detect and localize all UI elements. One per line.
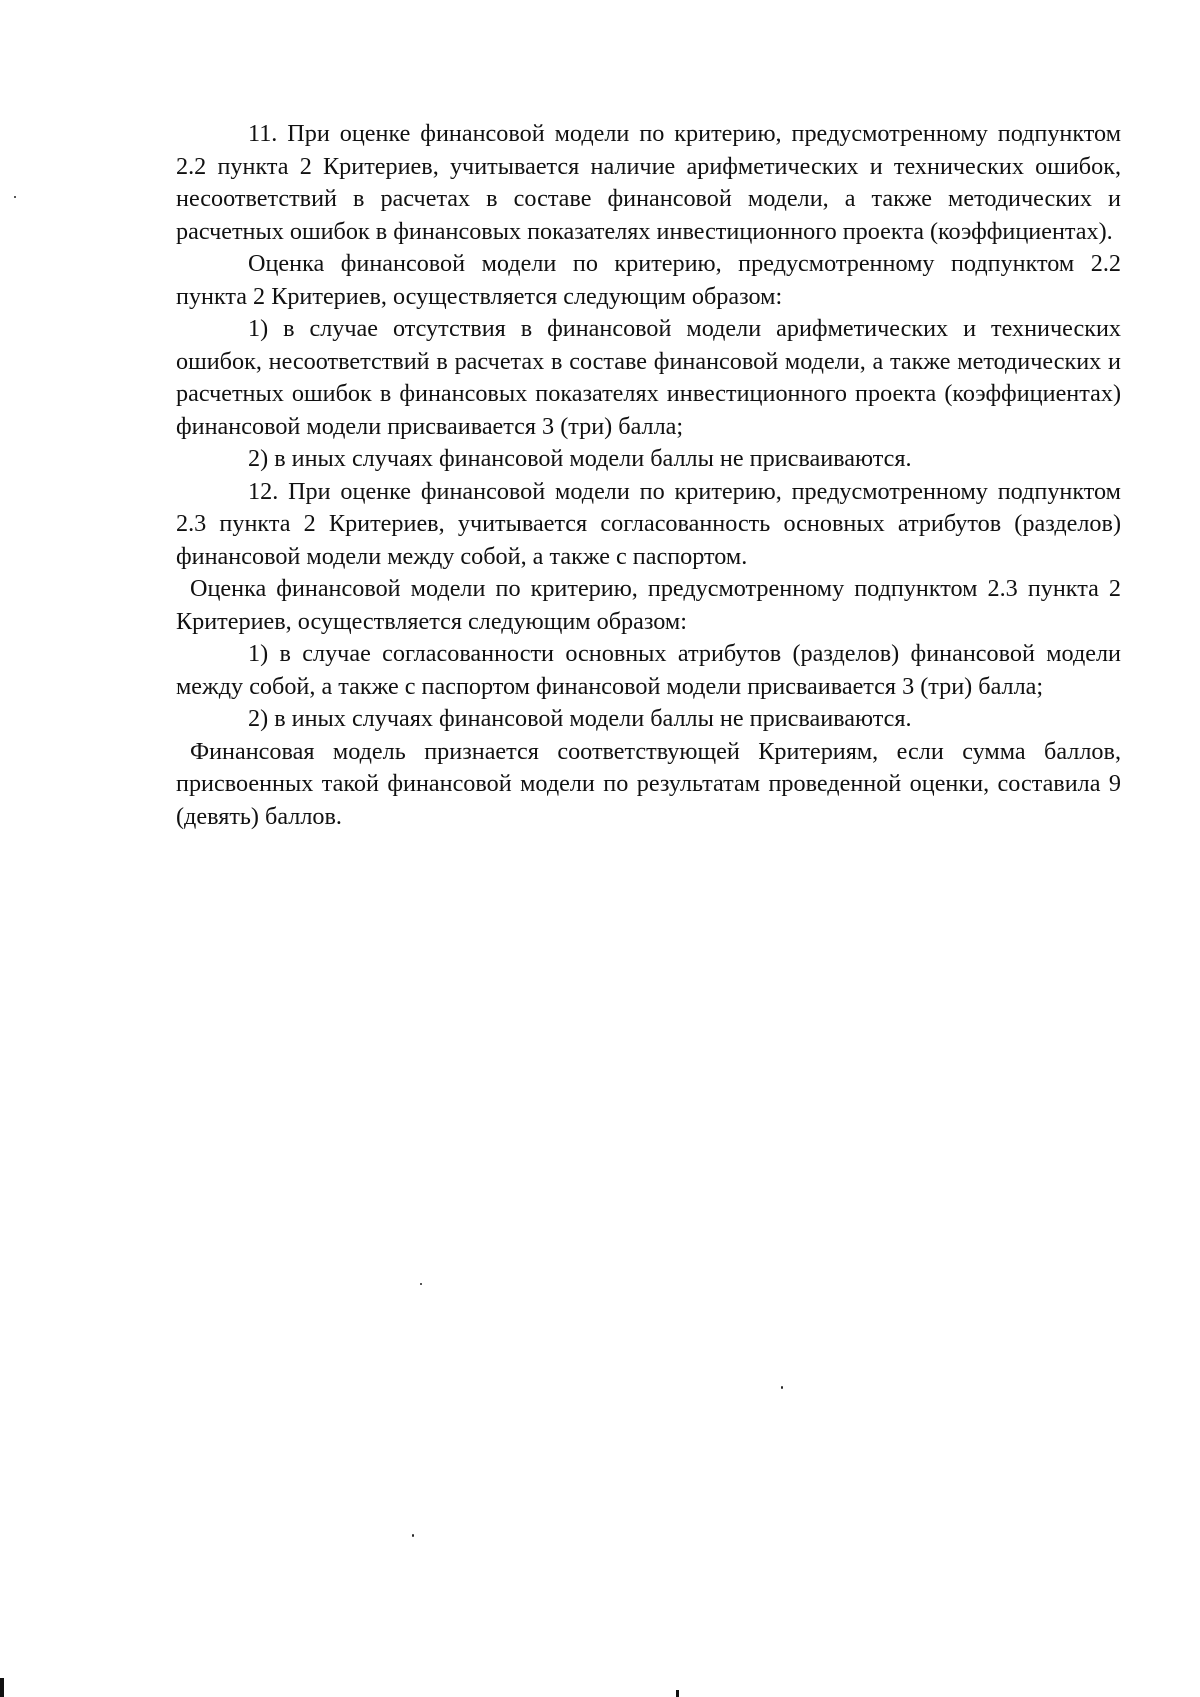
list-item-2-3-1: 1) в случае согласованности основных атрибутов (разделов) финансовой модели между собой, а также с паспортом финансовой модели присваивается 3 (три) балла; xyxy=(176,640,1121,700)
paragraph-12: 12. При оценке финансовой модели по критерию, предусмотренному подпунктом 2.3 пункта 2 Критериев, учитывается согласованность основных атрибутов (разделов) финансовой модели между собой, а также с паспортом. xyxy=(176,477,1121,570)
list-item-2-3-2: 2) в иных случаях финансовой модели баллы не присваиваются. xyxy=(248,705,912,732)
paragraph-conclusion: Финансовая модель признается соответствующей Критериям, если сумма баллов, присвоенных такой финансовой модели по результатам проведенной оценки, составила 9 (девять) баллов. xyxy=(176,737,1121,830)
list-item-2-2-1: 1) в случае отсутствия в финансовой модели арифметических и технических ошибок, несоответствий в расчетах в составе финансовой модели, а также методических и расчетных ошибок в финансовых показателях инвестиционного проекта (коэффициентах) финансовой модели присваивается 3 (три) балла; xyxy=(176,315,1121,440)
scan-edge-mark xyxy=(0,1678,4,1697)
scan-speck xyxy=(14,196,16,198)
scan-speck xyxy=(420,1283,422,1285)
scan-speck xyxy=(412,1534,414,1537)
document-body xyxy=(176,118,1121,833)
scan-speck xyxy=(781,1386,783,1389)
paragraph-assessment-2-2: Оценка финансовой модели по критерию, предусмотренному подпунктом 2.2 пункта 2 Критериев, осуществляется следующим образом: xyxy=(176,250,1121,310)
scan-edge-mark xyxy=(676,1690,679,1697)
paragraph-assessment-2-3: Оценка финансовой модели по критерию, предусмотренному подпунктом 2.3 пункта 2 Критериев, осуществляется следующим образом: xyxy=(176,575,1121,635)
list-item-2-2-2: 2) в иных случаях финансовой модели баллы не присваиваются. xyxy=(248,445,912,472)
paragraph-11: 11. При оценке финансовой модели по критерию, предусмотренному подпунктом 2.2 пункта 2 Критериев, учитывается наличие арифметических и технических ошибок, несоответствий в расчетах в составе финансовой модели, а также методических и расчетных ошибок в финансовых показателях инвестиционного проекта (коэффициентах). xyxy=(176,120,1121,245)
